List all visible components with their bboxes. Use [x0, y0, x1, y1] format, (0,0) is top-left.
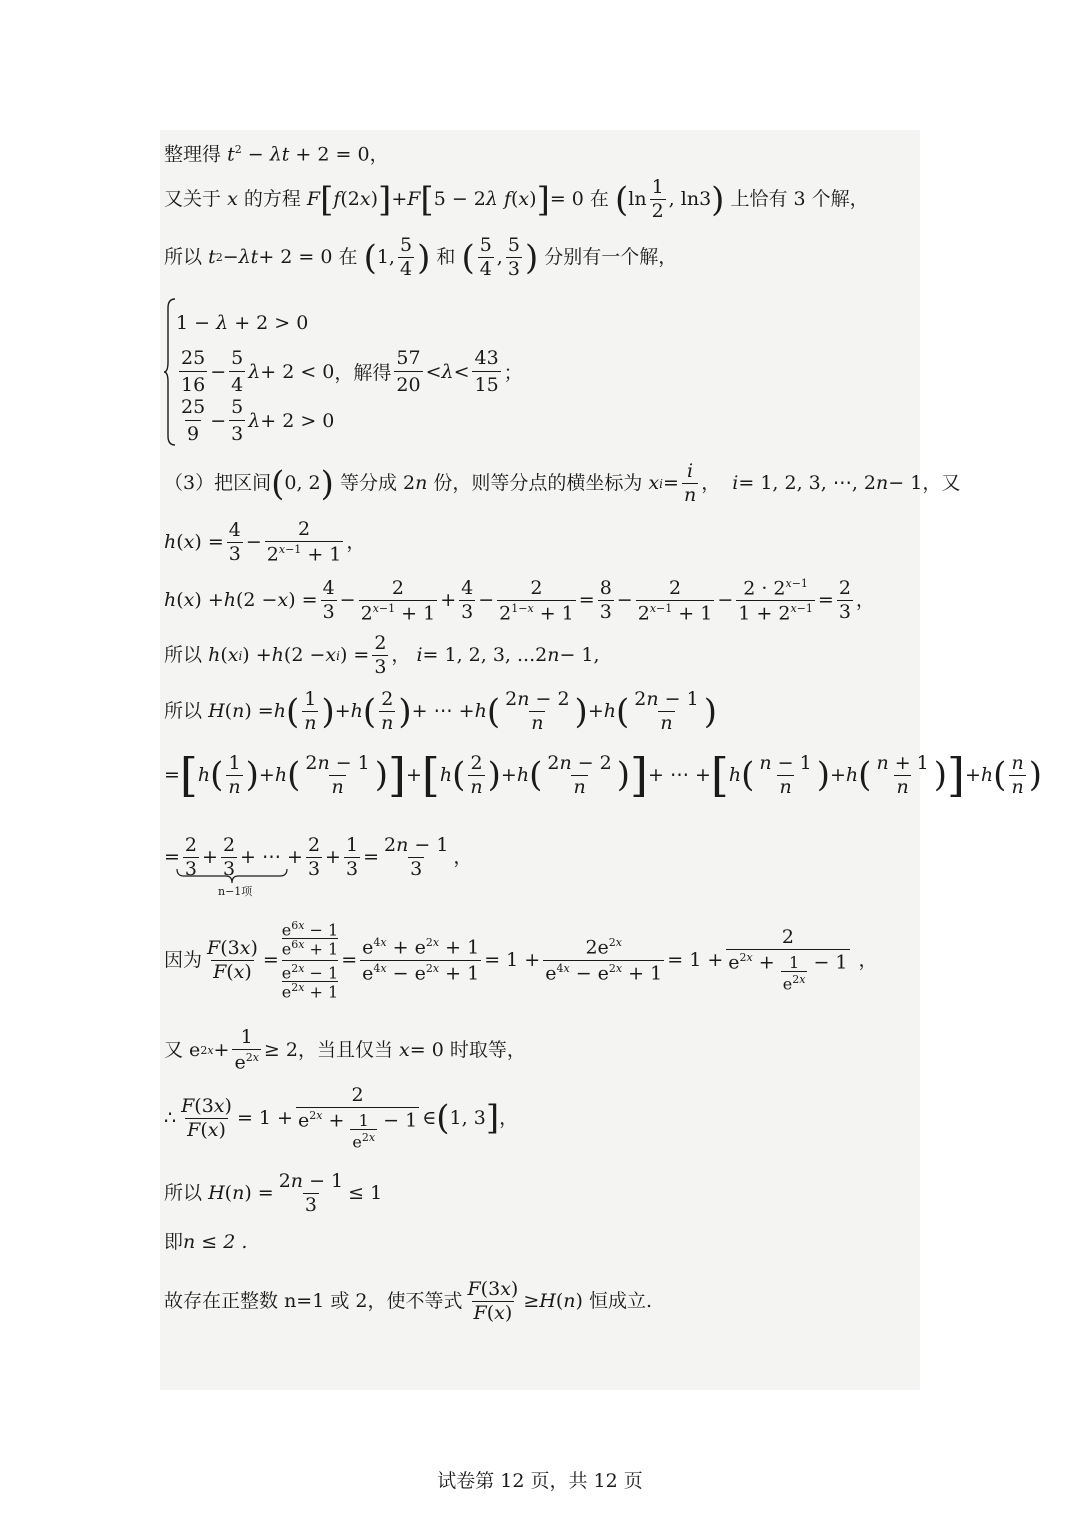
- system-row-1: 1 − λ + 2 > 0: [176, 311, 309, 334]
- line-conclusion: 故存在正整数 n=1 或 2，使不等式 $\frac{F(3x)}{F(x)}$ ≥ H ( n ) 恒成立.: [164, 1278, 652, 1324]
- text-guzaicun: 故存在正整数: [164, 1290, 279, 1312]
- text-he: 和: [436, 246, 456, 268]
- text-ji: 即: [164, 1231, 184, 1253]
- text-three-solutions: 上恰有 3 个解，: [730, 188, 869, 210]
- line-range: ∴ $\frac{F(3x)}{F(x)}$ = 1 + 2 $e^{2x}$ + $\frac{1}{e^{2x}}$ − 1 ∈ ( 1, 3 ] ，: [164, 1084, 519, 1152]
- text-zai: 在: [589, 188, 609, 210]
- inequality-system: [176, 298, 523, 445]
- text-hengchengli: 恒成立.: [588, 1290, 652, 1312]
- text-dengfen: 等分成: [339, 472, 397, 494]
- underbrace: [176, 868, 288, 884]
- text-dangqie: ，当且仅当: [297, 1038, 393, 1061]
- line-pair-sum: 所以 h ( x i ) + h (2 − x i ) = $\frac{2}{3}$ ， i = 1, 2, 3, ...2 n − 1,: [164, 632, 600, 678]
- text-comma: ，: [701, 472, 721, 494]
- text-suoyi: 所以: [164, 246, 203, 268]
- page-footer: 试卷第 12 页，共 12 页: [437, 1470, 643, 1492]
- nested-fraction: $e^{6x} - 1$ $e^{6x} + 1$ $e^{2x} - 1$ $e^{2x} + 1$: [281, 919, 339, 1002]
- line-ratio: 因为 $\frac{F(3x)}{F(x)}$ = $e^{6x} - 1$ $e^{6x} + 1$ $e^{2x} - 1$ $e^{2x} + 1$ = $\frac{e^{4x} + e^{2x} + 1}{e^{4x} - e^{2x} + 1}$ = 1 + $\frac{2e^{2x}}{e^{4x} - e^{2x} + 1}$ = 1 + 2 $e^{2x}$ + $\frac{1}{e^{2x}}$ − 1 ，: [164, 919, 878, 1002]
- text-you-2: 又: [164, 1038, 184, 1061]
- text-suoyi-4: 所以: [164, 1182, 203, 1204]
- text-you: ，又: [922, 472, 961, 494]
- text-suoyi-2: 所以: [164, 644, 203, 666]
- line-interval-solutions: 所以 t 2 − λt + 2 = 0 在 ( 1, $\frac{5}{4}$ ) 和 ( $\frac{5}{4}$ , $\frac{5}{3}$ ) 分别有一个解，: [164, 234, 678, 280]
- line-H-grouped: = [ h ( $\frac{1}{n}$ ) + h ( $\frac{2n - 1}{n}$ ) ] + [ h ( $\frac{2}{n}$ ) + h ( $\frac{2n - 2}{n}$ ) ] + ⋯ + [ h ( $\frac{n - 1}{n}$ ) + h ( $\frac{n + 1}{n}$ ) ] + h ( $\frac{n}{n}$ ): [164, 748, 1042, 802]
- line-H-result: = $\frac{2}{3}$ + $\frac{2}{3}$ + ⋯ + $\frac{2}{3}$ + $\frac{1}{3}$ = $\frac{2n - 1}{3}$ ，: [164, 834, 473, 880]
- line-H-def: 所以 H ( n ) = h ( $\frac{1}{n}$ ) + h ( $\frac{2}{n}$ ) + ⋯ + h ( $\frac{2n - 2}{n}$ ) + h ( $\frac{2n - 1}{n}$ ): [164, 688, 717, 734]
- text-zai-2: 在: [338, 246, 358, 268]
- line-equation-domain: 又关于 x 的方程 F [ f (2 x ) ] + F [ 5 − 2 λ f ( x ) ] = 0 在 ( ln $\frac{1}{2}$ , ln3 ) 上恰有 3 个解，: [164, 176, 869, 222]
- line-simplify: 整理得 $t^2 - \lambda t + 2 = 0$，: [164, 143, 389, 166]
- text-n-values: n=1 或 2，使不等式: [284, 1290, 463, 1312]
- underbrace-label: n−1项: [218, 885, 253, 898]
- text-part3: （3）把区间: [164, 472, 272, 494]
- system-row-2: $\frac{25}{16}$ − $\frac{5}{4}$ λ + 2 < 0 ，解得 $\frac{57}{20}$ < λ < $\frac{43}{15}$ ；: [181, 347, 523, 396]
- text-youguanyu: 又关于: [164, 188, 222, 210]
- text-each-one: 分别有一个解，: [544, 246, 678, 268]
- text-qudeng: 时取等，: [449, 1038, 526, 1061]
- n-bound-math: n ≤ 2 .: [183, 1231, 248, 1253]
- line-part3-intro: （3）把区间 ( 0, 2 ) 等分成 2 n 份，则等分点的横坐标为 x i = $\frac{i}{n}$ ， i = 1, 2, 3, ⋯, 2 n − 1 ，又: [164, 460, 961, 506]
- line-h-sum: h ( x ) + h (2 − x ) = $\frac{4}{3}$ − $\frac{2}{2^{x-1} + 1}$ + $\frac{4}{3}$ − $\frac{2}{2^{1-x} + 1}$ = $\frac{8}{3}$ − $\frac{2}{2^{x-1} + 1}$ − $\frac{2 \cdot 2^{x-1}}{1 + 2^{x-1}}$ = $\frac{2}{3}$ ，: [164, 576, 875, 625]
- system-brace: [164, 298, 176, 446]
- text-zhengli: 整理得: [164, 143, 222, 166]
- line-h-def: h ( x ) = $\frac{4}{3}$ − $\frac{2}{2^{x-1} + 1}$ ，: [164, 518, 366, 566]
- text-yinwei: 因为: [164, 948, 203, 971]
- text-fangcheng: 的方程: [243, 188, 301, 210]
- therefore-symbol: ∴: [164, 1106, 177, 1129]
- text-suoyi-3: 所以: [164, 700, 203, 722]
- text-jiede: ，解得: [334, 362, 392, 384]
- system-row-3: $\frac{25}{9}$ − $\frac{5}{3}$ λ + 2 > 0: [181, 396, 335, 445]
- line-H-bound: 所以 H ( n ) = $\frac{2n - 1}{3}$ ≤ 1: [164, 1170, 383, 1216]
- line-n-bound: [164, 1233, 247, 1252]
- text-hengzuobiao: 份，则等分点的横坐标为: [433, 472, 643, 494]
- line-am-gm: 又 e 2x + $\frac{1}{e^{2x}}$ ≥ 2 ，当且仅当 x = 0 时取等，: [164, 1026, 526, 1074]
